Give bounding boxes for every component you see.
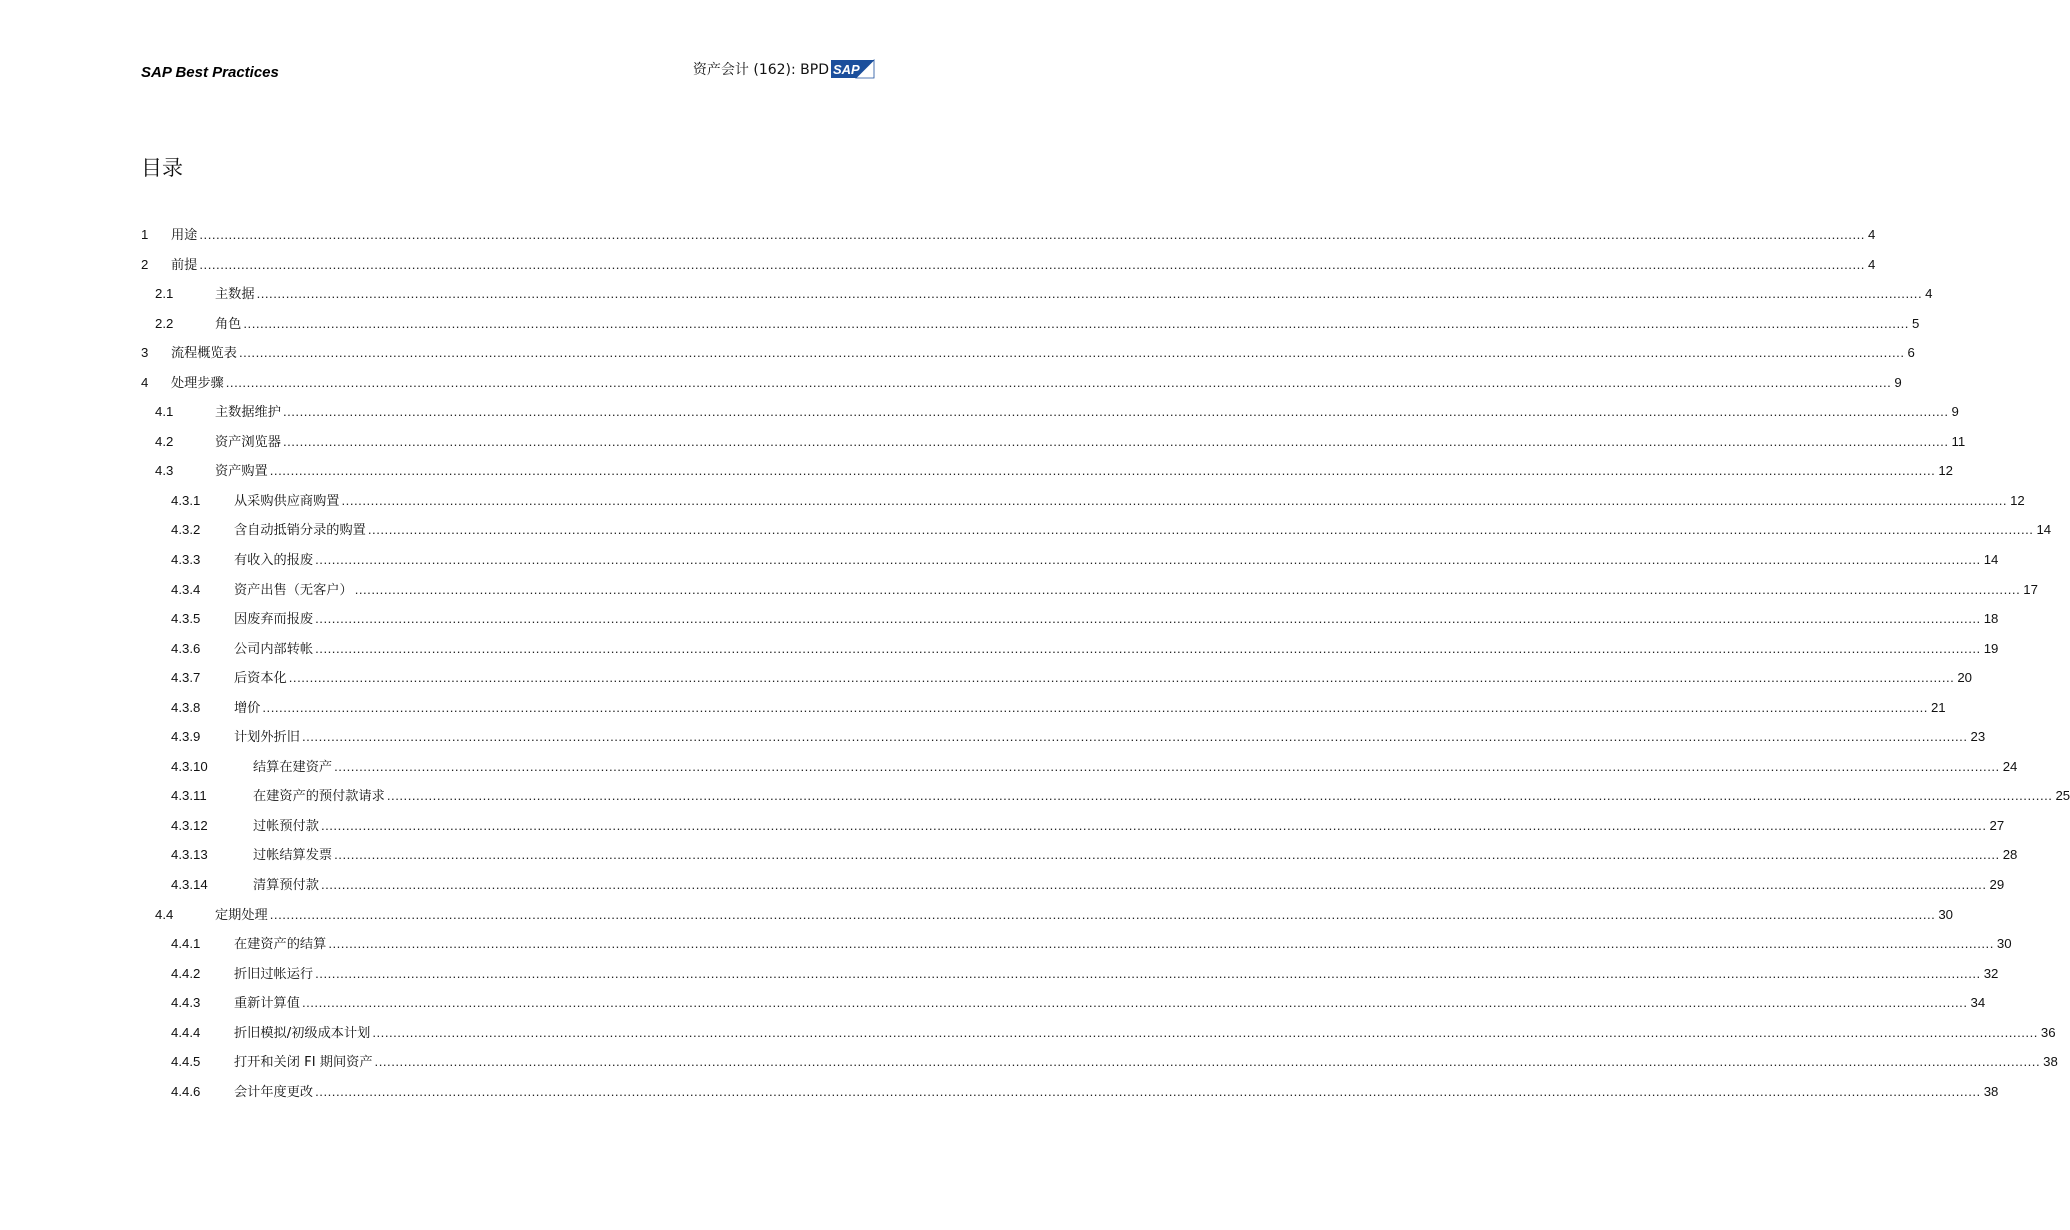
sap-logo-icon — [831, 60, 874, 78]
toc-entry-number: 4.3.12 — [171, 817, 208, 833]
toc-entry-number: 4.1 — [155, 404, 174, 420]
toc-entry-number: 2 — [141, 256, 149, 272]
toc-entry-page-number: 25 — [2055, 788, 2070, 804]
toc-dot-leader: ................................................................................................................................................................................................................................................................................................................................................................................................................ — [238, 345, 1905, 361]
document-title: 资产会计 (162): BPD — [692, 62, 829, 78]
toc-entry-page-number: 9 — [1951, 404, 1959, 420]
toc-entry[interactable] — [141, 900, 1953, 930]
toc-entry-page-number: 24 — [2002, 758, 2018, 774]
toc-dot-leader: ................................................................................................................................................................................................................................................................................................................................................................................................................ — [282, 433, 1949, 449]
toc-entry-number: 4.4.2 — [171, 965, 201, 981]
toc-entry-page-number: 12 — [1938, 463, 1953, 479]
toc-entry-page-number: 23 — [1970, 729, 1986, 745]
toc-entry-number: 1 — [141, 227, 149, 242]
toc-dot-leader: ................................................................................................................................................................................................................................................................................................................................................................................................................ — [341, 492, 2008, 508]
toc-entry-page-number: 34 — [1970, 995, 1986, 1011]
toc-entry-title: 结算在建资产 — [253, 759, 333, 775]
toc-entry[interactable] — [141, 693, 1946, 723]
toc-entry-number: 4.2 — [155, 433, 174, 449]
toc-entry[interactable] — [141, 515, 2052, 545]
toc-dot-leader: ................................................................................................................................................................................................................................................................................................................................................................................................................ — [320, 877, 1987, 893]
toc-dot-leader: ................................................................................................................................................................................................................................................................................................................................................................................................................ — [243, 315, 1909, 331]
toc-entry-title: 因废弃而报废 — [234, 612, 314, 628]
toc-dot-leader: ................................................................................................................................................................................................................................................................................................................................................................................................................ — [262, 699, 1928, 715]
toc-entry-title: 折旧过帐运行 — [234, 966, 314, 982]
toc-entry[interactable] — [141, 1018, 2056, 1048]
toc-heading: 目录 — [141, 156, 183, 180]
toc-entry-page-number: 38 — [1983, 1083, 1999, 1099]
toc-dot-leader: ................................................................................................................................................................................................................................................................................................................................................................................................................ — [301, 995, 1968, 1011]
toc-entry-number: 4.3.1 — [171, 492, 201, 508]
toc-entry-title: 主数据维护 — [215, 405, 281, 421]
toc-entry-number: 4.3.2 — [171, 522, 201, 538]
toc-entry-page-number: 14 — [1983, 552, 1999, 568]
toc-entry-title: 定期处理 — [215, 907, 268, 923]
header-right — [693, 60, 874, 80]
toc-entry-page-number: 4 — [1925, 286, 1933, 302]
toc-dot-leader: ................................................................................................................................................................................................................................................................................................................................................................................................................ — [334, 847, 2000, 863]
toc-entry-number: 4.4.3 — [171, 995, 201, 1011]
toc-dot-leader: ................................................................................................................................................................................................................................................................................................................................................................................................................ — [334, 758, 2000, 774]
toc-entry-title: 资产浏览器 — [215, 434, 281, 450]
toc-entry[interactable] — [141, 1077, 1999, 1107]
toc-entry-title: 用途 — [171, 228, 198, 243]
sap-logo-text: SAP — [833, 62, 860, 77]
toc-entry[interactable] — [141, 811, 2005, 841]
toc-entry-page-number: 21 — [1930, 699, 1946, 715]
toc-entry-number: 3 — [141, 345, 149, 361]
toc-entry[interactable] — [141, 545, 1999, 575]
toc-entry[interactable] — [141, 752, 2018, 782]
toc-entry-number: 4.3.14 — [171, 877, 208, 893]
toc-entry-number: 4.3.9 — [171, 729, 201, 745]
toc-entry-number: 4 — [141, 374, 149, 390]
toc-entry-title: 流程概览表 — [171, 346, 237, 362]
toc-dot-leader: ................................................................................................................................................................................................................................................................................................................................................................................................................ — [315, 552, 1981, 568]
toc-entry[interactable] — [141, 604, 1999, 634]
toc-entry-title: 从采购供应商购置 — [234, 493, 340, 509]
toc-entry-page-number: 11 — [1951, 433, 1966, 449]
toc-dot-leader: ................................................................................................................................................................................................................................................................................................................................................................................................................ — [199, 256, 1865, 272]
toc-entry[interactable] — [141, 427, 1966, 457]
toc-entry[interactable] — [141, 220, 1876, 250]
toc-entry-title: 重新计算值 — [234, 996, 300, 1012]
toc-entry-title: 会计年度更改 — [234, 1084, 314, 1100]
toc-entry[interactable] — [141, 456, 1953, 486]
toc-dot-leader: ................................................................................................................................................................................................................................................................................................................................................................................................................ — [374, 1054, 2041, 1070]
toc-entry-number: 4.4.5 — [171, 1054, 201, 1070]
toc-entry[interactable] — [141, 309, 1920, 339]
toc-entry-number: 4.4.4 — [171, 1024, 201, 1040]
toc-dot-leader: ................................................................................................................................................................................................................................................................................................................................................................................................................ — [269, 463, 1936, 479]
toc-entry[interactable] — [141, 634, 1999, 664]
toc-entry[interactable] — [141, 722, 1986, 752]
toc-entry[interactable] — [141, 959, 1999, 989]
toc-dot-leader: ................................................................................................................................................................................................................................................................................................................................................................................................................ — [315, 965, 1981, 981]
toc-entry-number: 2.1 — [155, 286, 174, 302]
toc-entry-page-number: 9 — [1894, 374, 1902, 390]
toc-entry-page-number: 29 — [1989, 877, 2005, 893]
toc-entry-number: 4.3.3 — [171, 552, 201, 568]
toc-entry-number: 4.4.6 — [171, 1083, 201, 1099]
toc-entry-page-number: 38 — [2043, 1054, 2058, 1070]
toc-entry[interactable] — [141, 870, 2005, 900]
toc-entry-page-number: 28 — [2002, 847, 2018, 863]
toc-entry-number: 4.3.6 — [171, 640, 201, 656]
toc-dot-leader: ................................................................................................................................................................................................................................................................................................................................................................................................................ — [288, 670, 1955, 686]
toc-entry-number: 4.3.8 — [171, 699, 201, 715]
toc-dot-leader: ................................................................................................................................................................................................................................................................................................................................................................................................................ — [199, 227, 1865, 242]
toc-entry-title: 折旧模拟/初级成本计划 — [234, 1025, 371, 1041]
header-brand: SAP Best Practices — [141, 64, 279, 81]
toc-entry[interactable] — [141, 663, 1972, 693]
toc-entry-title: 处理步骤 — [171, 375, 224, 391]
toc-entry[interactable] — [141, 988, 1986, 1018]
toc-dot-leader: ................................................................................................................................................................................................................................................................................................................................................................................................................ — [269, 906, 1936, 922]
toc-entry-title: 含自动抵销分录的购置 — [234, 523, 366, 539]
toc-entry-page-number: 30 — [1938, 906, 1953, 922]
toc-entry-page-number: 17 — [2023, 581, 2038, 597]
toc-dot-leader: ................................................................................................................................................................................................................................................................................................................................................................................................................ — [354, 581, 2021, 597]
toc-entry[interactable] — [141, 929, 2012, 959]
toc-entry-page-number: 36 — [2040, 1024, 2056, 1040]
toc-entry[interactable] — [141, 338, 1915, 368]
toc-entry-page-number: 4 — [1867, 256, 1876, 272]
toc-dot-leader: ................................................................................................................................................................................................................................................................................................................................................................................................................ — [320, 817, 1987, 833]
toc-entry-page-number: 4 — [1867, 227, 1876, 242]
toc-entry-title: 资产购置 — [215, 464, 268, 480]
toc-entry[interactable] — [141, 397, 1959, 427]
toc-dot-leader: ................................................................................................................................................................................................................................................................................................................................................................................................................ — [328, 936, 1994, 952]
toc-entry[interactable] — [141, 486, 2025, 516]
toc-entry-page-number: 5 — [1911, 315, 1920, 331]
toc-entry-title: 主数据 — [215, 287, 255, 303]
toc-entry-title: 增价 — [234, 700, 261, 716]
toc-entry-title: 前提 — [171, 257, 198, 273]
toc-dot-leader: ................................................................................................................................................................................................................................................................................................................................................................................................................ — [256, 286, 1923, 302]
toc-entry-title: 角色 — [215, 316, 242, 332]
toc-dot-leader: ................................................................................................................................................................................................................................................................................................................................................................................................................ — [315, 611, 1981, 627]
toc-dot-leader: ................................................................................................................................................................................................................................................................................................................................................................................................................ — [282, 404, 1949, 420]
toc-entry-page-number: 12 — [2010, 492, 2025, 508]
toc-entry-number: 4.3.13 — [171, 847, 208, 863]
toc-entry-title: 过帐结算发票 — [253, 848, 333, 864]
toc-entry-title: 打开和关闭 FI 期间资产 — [234, 1055, 373, 1071]
toc-dot-leader: ................................................................................................................................................................................................................................................................................................................................................................................................................ — [301, 729, 1968, 745]
toc-entry[interactable] — [141, 781, 2070, 811]
toc-entry-number: 4.3.7 — [171, 670, 201, 686]
toc-dot-leader: ................................................................................................................................................................................................................................................................................................................................................................................................................ — [225, 374, 1892, 390]
toc-entry-number: 4.3 — [155, 463, 174, 479]
toc-entry-page-number: 27 — [1989, 817, 2005, 833]
toc-dot-leader: ................................................................................................................................................................................................................................................................................................................................................................................................................ — [315, 640, 1981, 656]
toc-entry-title: 资产出售（无客户） — [234, 582, 353, 598]
toc-entry-number: 2.2 — [155, 315, 174, 331]
toc-entry-number: 4.3.5 — [171, 611, 201, 627]
toc-entry-number: 4.4 — [155, 906, 174, 922]
toc-entry[interactable] — [141, 575, 2038, 605]
toc-entry-number: 4.4.1 — [171, 936, 201, 952]
toc-entry-page-number: 6 — [1907, 345, 1915, 361]
toc-entry-title: 在建资产的结算 — [234, 937, 327, 953]
toc-entry-page-number: 30 — [1996, 936, 2012, 952]
toc-entry-page-number: 14 — [2036, 522, 2052, 538]
toc-dot-leader: ................................................................................................................................................................................................................................................................................................................................................................................................................ — [315, 1083, 1981, 1099]
toc-entry-page-number: 18 — [1983, 611, 1999, 627]
toc-dot-leader: ................................................................................................................................................................................................................................................................................................................................................................................................................ — [372, 1024, 2038, 1040]
toc-entry-title: 公司内部转帐 — [234, 641, 314, 657]
toc-entry-title: 有收入的报废 — [234, 553, 314, 569]
toc-entry-page-number: 20 — [1957, 670, 1972, 686]
toc-entry[interactable] — [141, 250, 1876, 280]
toc-entry[interactable] — [141, 368, 1902, 398]
toc-dot-leader: ................................................................................................................................................................................................................................................................................................................................................................................................................ — [386, 788, 2053, 804]
toc-entry-title: 在建资产的预付款请求 — [253, 789, 385, 805]
toc-entry-title: 计划外折旧 — [234, 730, 300, 746]
toc-entry-number: 4.3.4 — [171, 581, 201, 597]
toc-entry-page-number: 32 — [1983, 965, 1999, 981]
table-of-contents — [141, 220, 2070, 1106]
toc-entry[interactable] — [141, 840, 2018, 870]
toc-entry-number: 4.3.10 — [171, 758, 208, 774]
toc-entry-title: 过帐预付款 — [253, 818, 319, 834]
toc-dot-leader: ................................................................................................................................................................................................................................................................................................................................................................................................................ — [367, 522, 2034, 538]
toc-entry[interactable] — [141, 279, 1933, 309]
toc-entry-page-number: 19 — [1983, 640, 1999, 656]
toc-entry[interactable] — [141, 1047, 2058, 1077]
toc-entry-number: 4.3.11 — [171, 788, 207, 804]
toc-entry-title: 后资本化 — [234, 671, 287, 687]
toc-entry-title: 清算预付款 — [253, 878, 319, 894]
